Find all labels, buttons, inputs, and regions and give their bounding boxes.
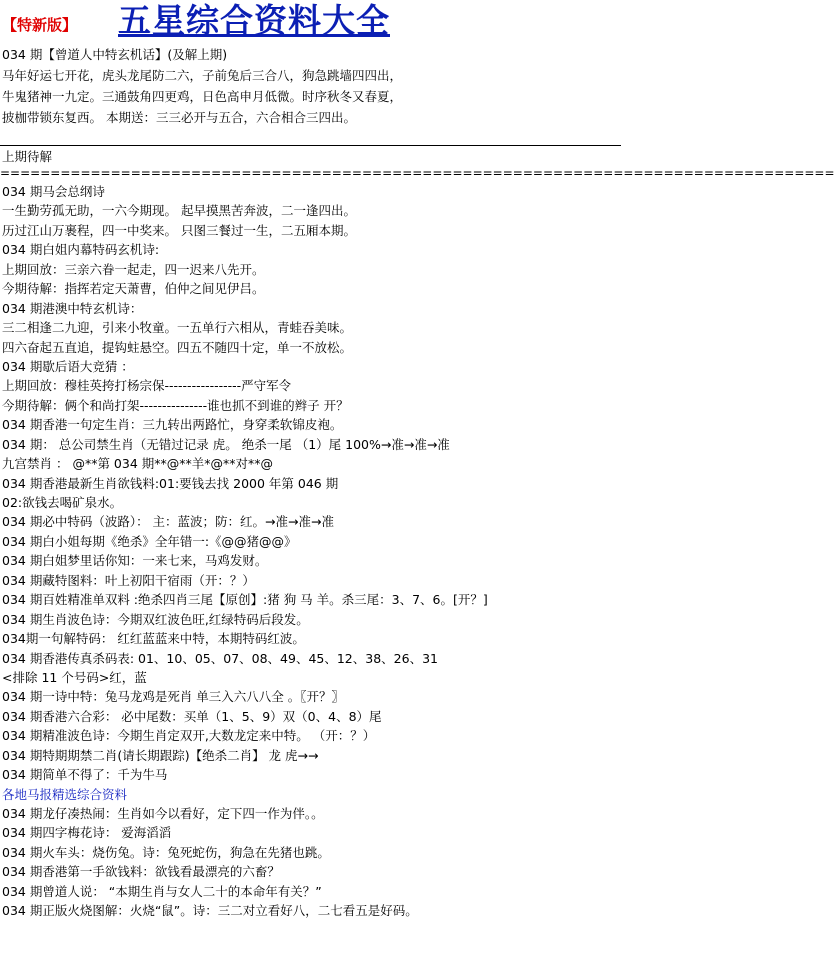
list-item: 034 期百姓精准单双料 :绝杀四肖三尾【原创】:猪 狗 马 羊。杀三尾：3、7、6。[开？] <box>2 592 488 608</box>
list-item: 034 期火车头：烧伤兔。诗：兔死蛇伤，狗急在先猪也跳。 <box>2 844 330 860</box>
list-item: 034 期白小姐每期《绝杀》全年错一:《@@猪@@》 <box>2 533 297 549</box>
list-item: 034 期马会总纲诗 <box>2 184 105 199</box>
section-heading: 上期待解 <box>2 149 53 164</box>
list-item: 034 期正版火烧图解：火烧“鼠”。诗：三二对立看好八，二七看五是好码。 <box>2 903 418 919</box>
list-item: 四六奋起五直追，提钩蛀悬空。四五不随四十定，单一不放松。 <box>2 339 353 355</box>
list-item: <排除 11 个号码>红，蓝 <box>2 669 147 685</box>
list-item: 02:欲钱去喝矿泉水。 <box>2 495 123 510</box>
list-item: 034 期龙仔凑热闹：生肖如今以看好，定下四一作为伴。。 <box>2 806 324 821</box>
list-item: 034 期白姐内幕特码玄机诗: <box>2 242 160 258</box>
list-item: 034 期四字梅花诗： 爱海滔滔 <box>2 825 172 841</box>
list-item: 034 期香港六合彩： 必中尾数：买单（1、5、9）双（0、4、8）尾 <box>2 708 382 724</box>
intro-line: 034 期【曾道人中特玄机话】(及解上期) <box>2 47 228 62</box>
intro-section <box>0 44 621 128</box>
list-item: 上期回放：穆桂英挎打杨宗保-----------------严守军令 <box>2 378 292 394</box>
list-item: 一生勤劳孤无助，一六今期现。 起早摸黑苦奔波，二一逢四出。 <box>2 203 356 219</box>
list-item: 034 期白姐梦里话你知：一来七来，马鸡发财。 <box>2 553 268 569</box>
list-item: 034 期香港传真杀码表: 01、10、05、07、08、49、45、12、38、26、31 <box>2 650 438 666</box>
list-item: 历过江山万裹程，四一中奖来。 只图三餐过一生，二五厢本期。 <box>2 222 356 238</box>
list-item: 034 期： 总公司禁生肖（无错过记录 虎。 绝杀一尾 （1）尾 100%→准→准→准 <box>2 436 450 452</box>
list-item: 034期一句解特码： 红红蓝蓝来中特，本期特码红波。 <box>2 631 305 647</box>
list-item: 034 期香港最新生肖欲钱料:01:要钱去找 2000 年第 046 期 <box>2 475 339 491</box>
list-item: 034 期香港第一手欲钱料：欲钱看最漂亮的六畜？ <box>2 864 280 880</box>
list-item: 034 期港澳中特玄机诗： <box>2 300 143 316</box>
edition-label: 【特新版】 <box>2 16 78 34</box>
list-item: 各地马报精选综合资料 <box>2 786 128 802</box>
list-item: 034 期必中特码（波路）： 主：蓝波；防：红。→准→准→准 <box>2 514 334 530</box>
list-item: 034 期简单不得了：千为牛马 <box>2 767 168 783</box>
list-item: 034 期生肖波色诗：今期双红波色旺,红绿特码后段发。 <box>2 611 309 627</box>
list-item: 034 期曾道人说： “本期生肖与女人二十的本命年有关？” <box>2 883 322 899</box>
list-item: 九宫禁肖 ： @**第 034 期**@**羊*@**对**@ <box>2 456 274 472</box>
list-item: 034 期一诗中特：兔马龙鸡是死肖 单三入六八八全 。〖开？〗 <box>2 689 345 705</box>
page-header <box>0 0 621 44</box>
intro-line: 马年好运七开花，虎头龙尾防二六，子前兔后三合八，狗急跳墙四四出， <box>2 68 403 83</box>
list-item: 034 期精准波色诗：今期生肖定双开,大数龙定来中特。 （开：？） <box>2 728 376 744</box>
page-title[interactable]: 五星综合资料大全 <box>118 1 390 40</box>
separator-line: =================================================================================== <box>0 166 835 180</box>
intro-line: 披枷带锁东复西。 本期送：三三必开与五合，六合相合三四出。 <box>2 110 356 125</box>
list-item: 今期待解：俩个和尚打架---------------谁也抓不到谁的辫子 开？ <box>2 397 349 413</box>
divider <box>0 145 621 146</box>
content-list <box>0 182 621 921</box>
list-item: 034 期歇后语大竞猜 ： <box>2 358 134 374</box>
list-item: 034 期藏特图料：叶上初阳干宿雨（开：？） <box>2 572 255 588</box>
intro-line: 牛鬼猪神一九定。三通鼓角四更鸡，日色高申月低微。时序秋冬又春夏， <box>2 89 403 104</box>
list-item: 今期待解：指挥若定天萧曹，伯仲之间见伊吕。 <box>2 281 265 297</box>
list-item: 上期回放：三亲六眷一起走，四一迟来八先开。 <box>2 261 265 277</box>
list-item: 034 期特期期禁二肖(请长期跟踪)【绝杀二肖】 龙 虎→→ <box>2 747 319 763</box>
list-item: 034 期香港一句定生肖：三九转出两路忙，身穿柔软锦皮袍。 <box>2 417 343 433</box>
list-item: 三二相逢二九迎，引来小牧童。一五单行六相从，青蛙吞美味。 <box>2 320 353 336</box>
